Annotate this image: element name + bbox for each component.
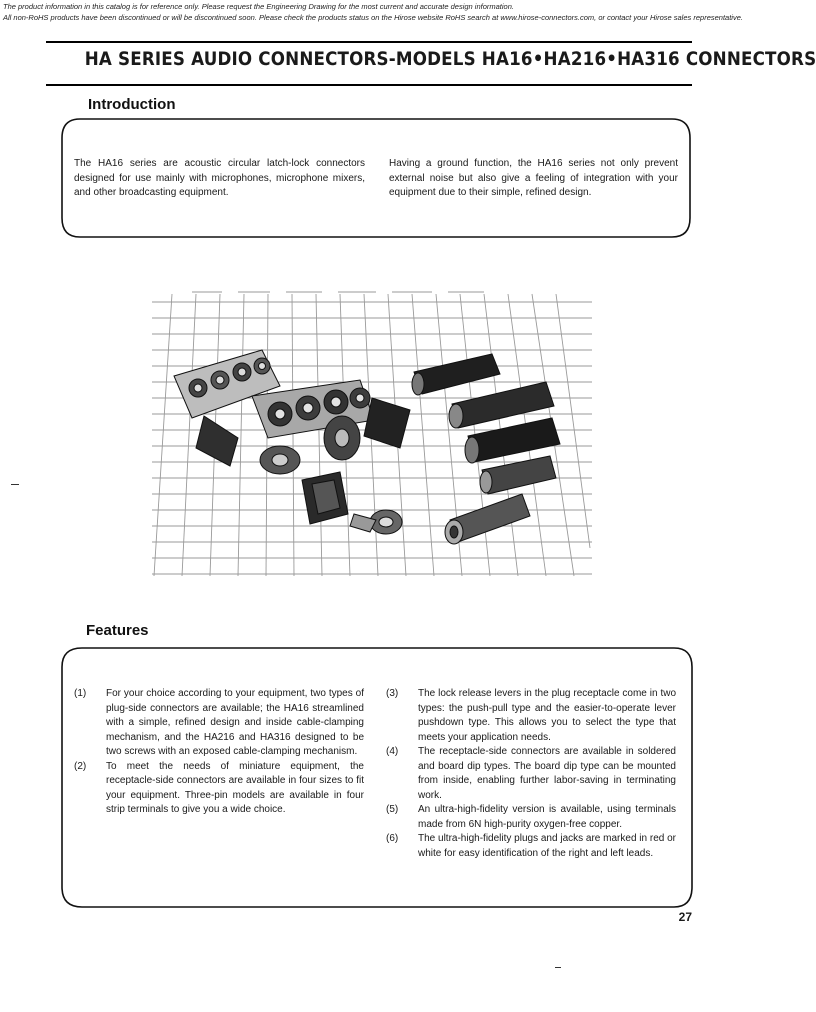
feature-number: (5): [386, 804, 399, 815]
title-top-rule: [46, 41, 692, 43]
feature-number: (4): [386, 746, 399, 757]
introduction-right-text: Having a ground function, the HA16 series not only prevent external noise but also give a feeling of integration with your equipment due to their simple, refined design.: [389, 158, 678, 198]
feature-text: The ultra-high-fidelity plugs and jacks are marked in red or white for easy identification of the right and left leads.: [418, 833, 676, 859]
disclaimer-notice: [3, 1, 743, 23]
feature-text: The lock release levers in the plug receptacle come in two types: the push-pull type and the easier-to-operate lever pushdown type. This allows you to select the type that meets your application needs.: [418, 688, 676, 743]
feature-number: (6): [386, 833, 399, 844]
introduction-heading: Introduction: [88, 96, 176, 113]
title-bottom-rule: [46, 84, 692, 86]
page-title: HA SERIES AUDIO CONNECTORS-MODELS HA16•HA216•HA316 CONNECTORS: [84, 48, 816, 70]
feature-number: (3): [386, 688, 399, 699]
feature-text: To meet the needs of miniature equipment, the receptacle-side connectors are available in four sizes to fit your equipment. Three-pin models are available in four strip terminals to give you a wide choice.: [106, 760, 364, 815]
features-left-column: [74, 687, 364, 818]
feature-item-4: [386, 745, 676, 803]
disclaimer-line-2: All non-RoHS products have been discontinued or will be discontinued soon. Please check the products status on the Hirose website RoHS search at www.hirose-connectors.com, or contact your Hirose sales representative.: [3, 13, 743, 22]
disclaimer-line-1: The product information in this catalog is for reference only. Please request the Engineering Drawing for the most current and accurate design information.: [3, 2, 514, 11]
feature-item-3: [386, 687, 676, 745]
feature-text: The receptacle-side connectors are available in soldered and board dip types. The board dip type can be mounted from inside, enabling further labor-saving in terminating work.: [418, 746, 676, 801]
page-number: 27: [678, 910, 692, 924]
feature-text: An ultra-high-fidelity version is available, using terminals made from 6N high-purity oxygen-free copper.: [418, 804, 676, 830]
connector-photo: [152, 288, 592, 578]
feature-item-6: [386, 832, 676, 861]
introduction-left-text: The HA16 series are acoustic circular latch-lock connectors designed for use mainly with microphones, microphone mixers, and other broadcasting equipment.: [74, 158, 365, 198]
scan-mark: [555, 967, 561, 968]
feature-number: (1): [74, 688, 87, 699]
feature-text: For your choice according to your equipment, two types of plug-side connectors are available; the HA16 streamlined with a simple, refined design and inside cable-clamping mechanism, and the HA216 and HA316 designed to be two screws with an exposed cable-clamping mechanism.: [106, 688, 364, 757]
feature-item-2: [74, 760, 364, 818]
features-heading: Features: [86, 622, 149, 639]
scan-mark: [11, 484, 19, 485]
features-right-column: [386, 687, 676, 861]
feature-item-1: [74, 687, 364, 760]
feature-item-5: [386, 803, 676, 832]
connector-cluster-left: [174, 350, 410, 474]
feature-number: (2): [74, 760, 87, 772]
connector-cluster-center: [302, 472, 402, 534]
